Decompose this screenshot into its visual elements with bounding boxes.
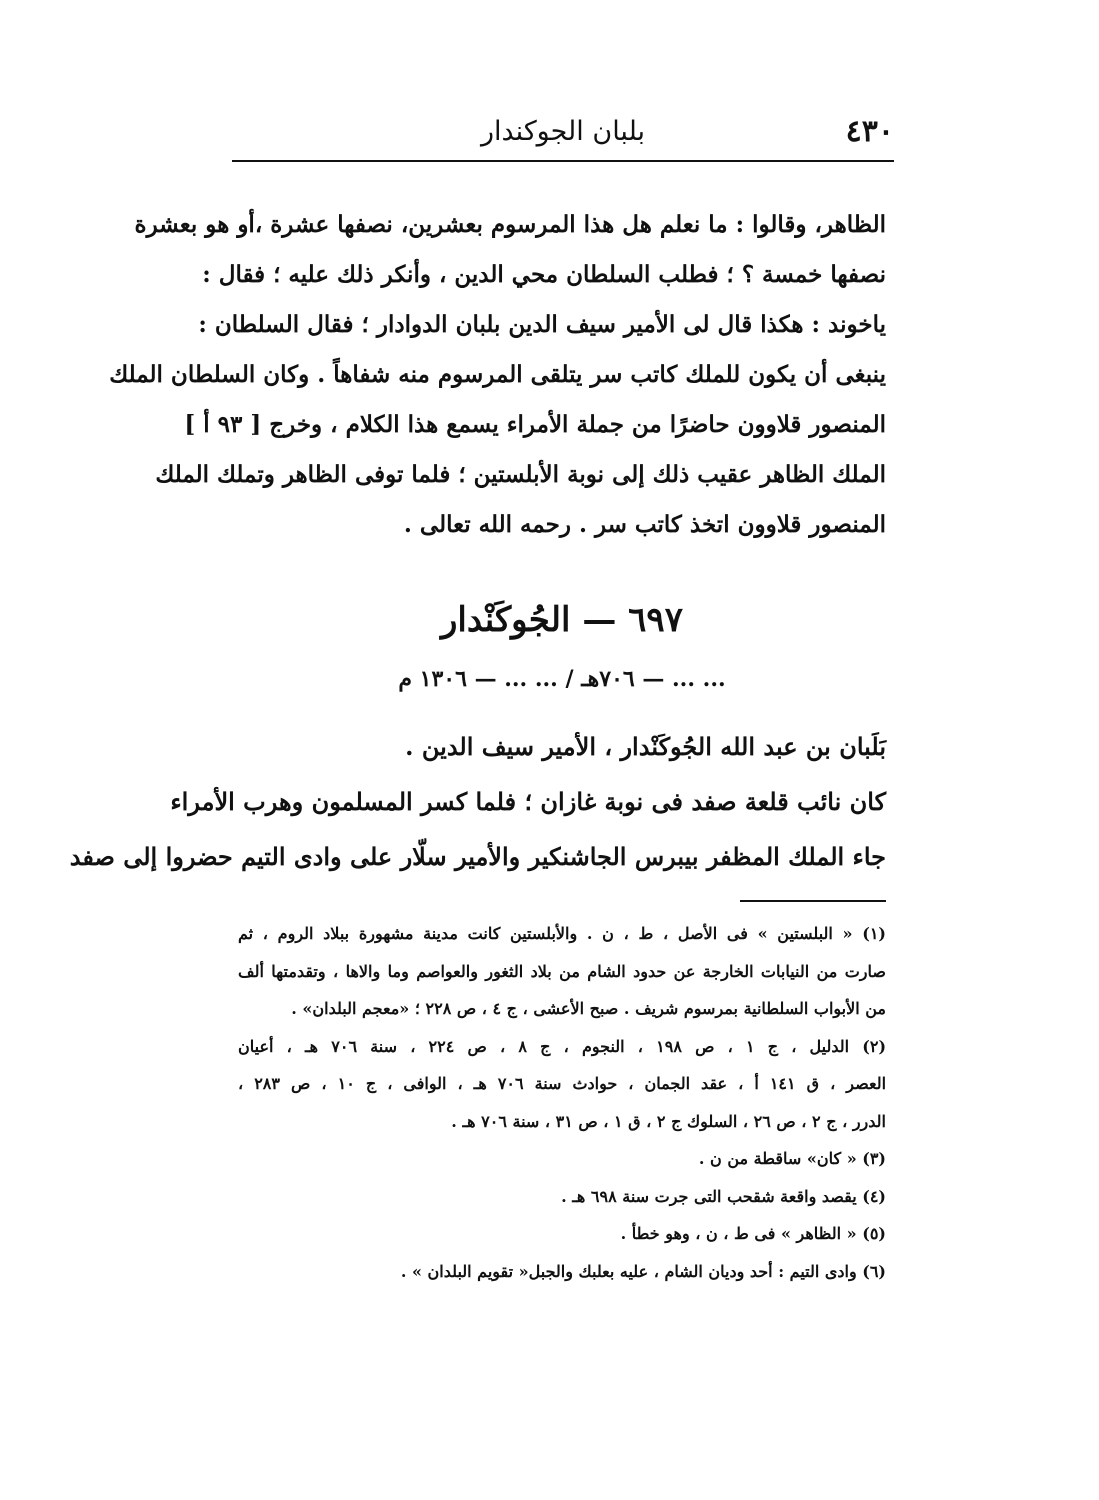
footnote-line: من الأبواب السلطانية بمرسوم شريف . صبح الأعشى ، ج ٤ ، ص ٢٢٨ ؛ «معجم البلدان» . <box>291 999 886 1018</box>
text-line: المنصور قلاوون اتخذ كاتب سر . رحمه الله تعالى . <box>403 511 886 538</box>
footnote-line: العصر ، ق ١٤١ أ ، عقد الجمان ، حوادث سنة ٧٠٦ هـ ، الوافى ، ج ١٠ ، ص ٢٨٣ ، <box>238 1074 887 1093</box>
entry-line: جاء الملك المظفر بيبرس الجاشنكير والأمير سلّار على وادى التيم حضروا إلى صفد <box>69 842 886 871</box>
text-line: نصفها خمسة ؟ ؛ فطلب السلطان محي الدين ، وأنكر ذلك عليه ؛ فقال : <box>202 261 886 288</box>
footnotes <box>238 915 886 1290</box>
running-title: بلبان الجوكندار <box>480 116 646 147</box>
entry-line: كان نائب قلعة صفد فى نوبة غازان ؛ فلما كسر المسلمون وهرب الأمراء <box>170 787 886 816</box>
footnote-line: (٦) وادى التيم : أحد وديان الشام ، عليه بعلبك والجبل« تقويم البلدان » . <box>400 1261 886 1281</box>
main-text <box>109 200 886 550</box>
entry-line: بَلَبان بن عبد الله الجُوكَنْدار ، الأمير سيف الدين . <box>405 732 886 761</box>
footnote-line: (١) « البلستين » فى الأصل ، ط ، ن . والأبلستين كانت مدينة مشهورة ببلاد الروم ، ثم <box>238 924 886 943</box>
footnote-line: صارت من النيابات الخارجة عن حدود الشام من بلاد الثغور والعواصم وما والاها ، وتقدمتها ألف <box>238 961 886 981</box>
footnote-line: (٥) « الظاهر » فى ط ، ن ، وهو خطأ . <box>620 1224 886 1243</box>
footnote-line: (٢) الدليل ، ج ١ ، ص ١٩٨ ، النجوم ، ج ٨ ، ص ٢٢٤ ، سنة ٧٠٦ هـ ، أعيان <box>238 1036 887 1056</box>
entry-heading: ٦٩٧ — الجُوكَنْدار <box>441 600 683 640</box>
text-line: الظاهر، وقالوا : ما نعلم هل هذا المرسوم بعشرين، نصفها عشرة ،أو هو بعشرة <box>134 211 886 238</box>
footnote-line: (٣) « كان» ساقطة من ن . <box>698 1149 886 1168</box>
entry-dates: ... ... — ٧٠٦هـ / ... ... — ١٣٠٦ م <box>398 666 726 692</box>
text-line: ياخوند : هكذا قال لى الأمير سيف الدين بلبان الدوادار ؛ فقال السلطان : <box>198 311 886 338</box>
footnote-rule <box>740 900 886 902</box>
header-rule <box>232 160 894 162</box>
page-header <box>232 112 894 152</box>
entry-text <box>69 716 886 881</box>
footnote-line: (٤) يقصد واقعة شقحب التى جرت سنة ٦٩٨ هـ . <box>561 1186 886 1206</box>
text-line: الملك الظاهر عقيب ذلك إلى نوبة الأبلستين ؛ فلما توفى الظاهر وتملك الملك <box>155 461 886 488</box>
text-line: المنصور قلاوون حاضرًا من جملة الأمراء يسمع هذا الكلام ، وخرج [ ٩٣ أ ] <box>184 411 886 438</box>
page-number: ٤٣٠ <box>845 114 894 149</box>
footnote-line: الدرر ، ج ٢ ، ص ٢٦ ، السلوك ج ٢ ، ق ١ ، ص ٣١ ، سنة ٧٠٦ هـ . <box>451 1111 886 1131</box>
text-line: ينبغى أن يكون للملك كاتب سر يتلقى المرسوم منه شفاهاً . وكان السلطان الملك <box>109 361 886 388</box>
